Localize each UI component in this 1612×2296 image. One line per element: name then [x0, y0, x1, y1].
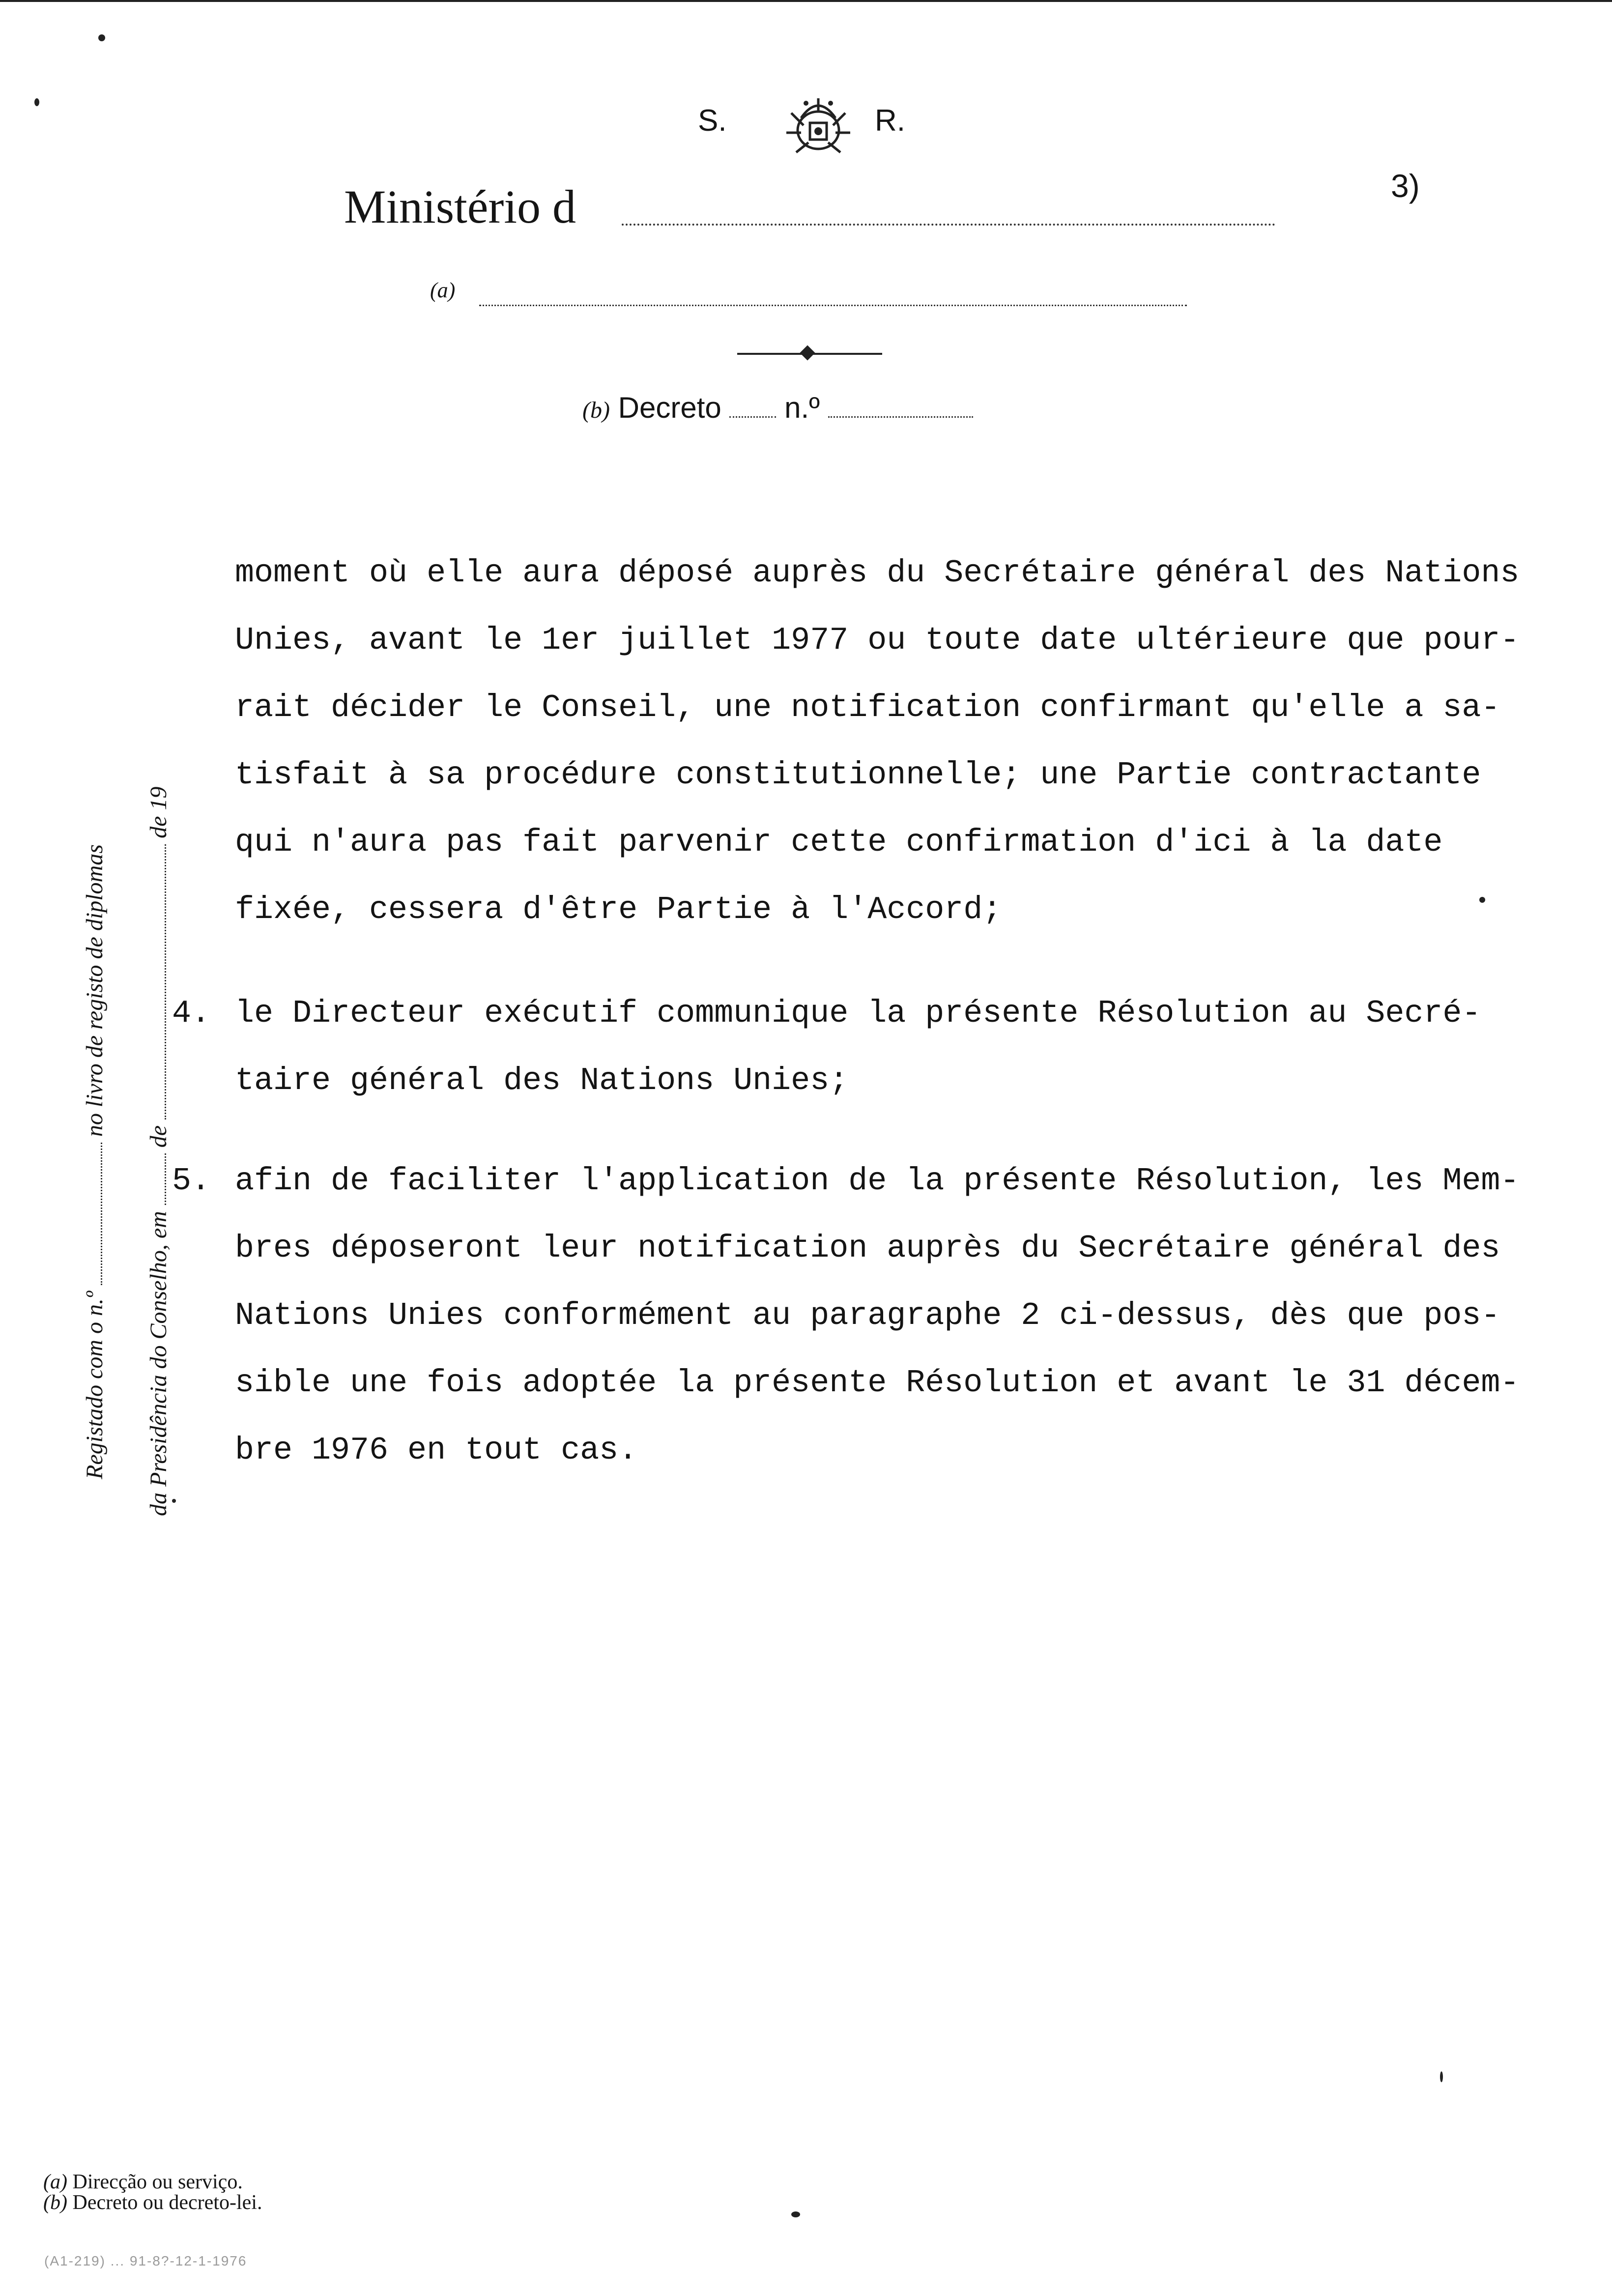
item-4-number: 4. — [172, 995, 211, 1032]
text-line: bres déposeront leur notification auprès du Secrétaire général des — [235, 1230, 1500, 1266]
page-number: 3) — [1391, 168, 1420, 204]
ministry-fill-line — [622, 224, 1275, 226]
field-a-fill-line — [479, 305, 1187, 306]
top-border-line — [0, 0, 1612, 2]
text-line: taire général des Nations Unies; — [235, 1062, 849, 1099]
letterhead-letter-r: R. — [875, 104, 905, 138]
ornament-divider-diamond — [800, 345, 815, 360]
decree-number-label: n.º — [784, 391, 820, 424]
scan-speck — [1479, 897, 1485, 903]
field-a-label: (a) — [430, 278, 456, 302]
scan-speck — [172, 1499, 176, 1503]
decree-b-label: (b) — [582, 397, 610, 423]
footnote-b: (b) Decreto ou decreto-lei. — [43, 2191, 262, 2214]
text-line: le Directeur exécutif communique la présente Résolution au Secré- — [235, 995, 1481, 1032]
text-line: afin de faciliter l'application de la présente Résolution, les Mem- — [235, 1163, 1520, 1199]
item-5-number: 5. — [172, 1163, 211, 1199]
item-5-paragraph — [235, 1148, 1519, 1484]
text-line: Nations Unies conformément au paragraphe 2 ci-dessus, dès que pos- — [235, 1297, 1500, 1334]
register-number-blank — [101, 1143, 102, 1285]
continuation-paragraph — [235, 540, 1519, 944]
print-code: (A1-219) ... 91-8?-12-1-1976 — [44, 2253, 247, 2268]
text-line: bre 1976 en tout cas. — [235, 1432, 638, 1468]
scan-speck — [98, 34, 105, 41]
decree-number-blank — [828, 416, 973, 418]
decree-word: Decreto — [618, 391, 721, 424]
scan-speck — [1440, 2071, 1443, 2082]
scan-speck — [791, 2211, 800, 2217]
scan-speck — [34, 98, 39, 106]
register-month-blank — [165, 844, 166, 1119]
margin-note-line-1: Registado com o n.º no livro de registo de diplomas — [82, 844, 108, 1479]
text-line: fixée, cessera d'être Partie à l'Accord; — [235, 891, 1002, 928]
text-line: Unies, avant le 1er juillet 1977 ou toute date ultérieure que pour- — [235, 622, 1520, 659]
text-line: moment où elle aura déposé auprès du Secrétaire général des Nations — [235, 555, 1520, 591]
text-line: sible une fois adoptée la présente Résolution et avant le 31 décem- — [235, 1365, 1520, 1401]
ministry-label: Ministério d — [344, 180, 576, 233]
letterhead-letter-s: S. — [698, 104, 727, 138]
decree-line — [582, 391, 973, 425]
footnote-a: (a) Direcção ou serviço. — [43, 2171, 243, 2193]
text-line: tisfait à sa procédure constitutionnelle; une Partie contractante — [235, 757, 1481, 793]
letterhead-seal-row — [678, 84, 934, 167]
item-4-paragraph — [235, 980, 1481, 1115]
register-day-blank — [165, 1153, 166, 1205]
text-line: qui n'aura pas fait parvenir cette confirmation d'ici à la date — [235, 824, 1443, 861]
decree-type-blank — [729, 416, 776, 418]
margin-note-line-2: da Presidência do Conselho, em de de 19 — [145, 786, 172, 1516]
text-line: rait décider le Conseil, une notification confirmant qu'elle a sa- — [235, 689, 1500, 726]
coat-of-arms-emblem-icon — [777, 84, 860, 167]
